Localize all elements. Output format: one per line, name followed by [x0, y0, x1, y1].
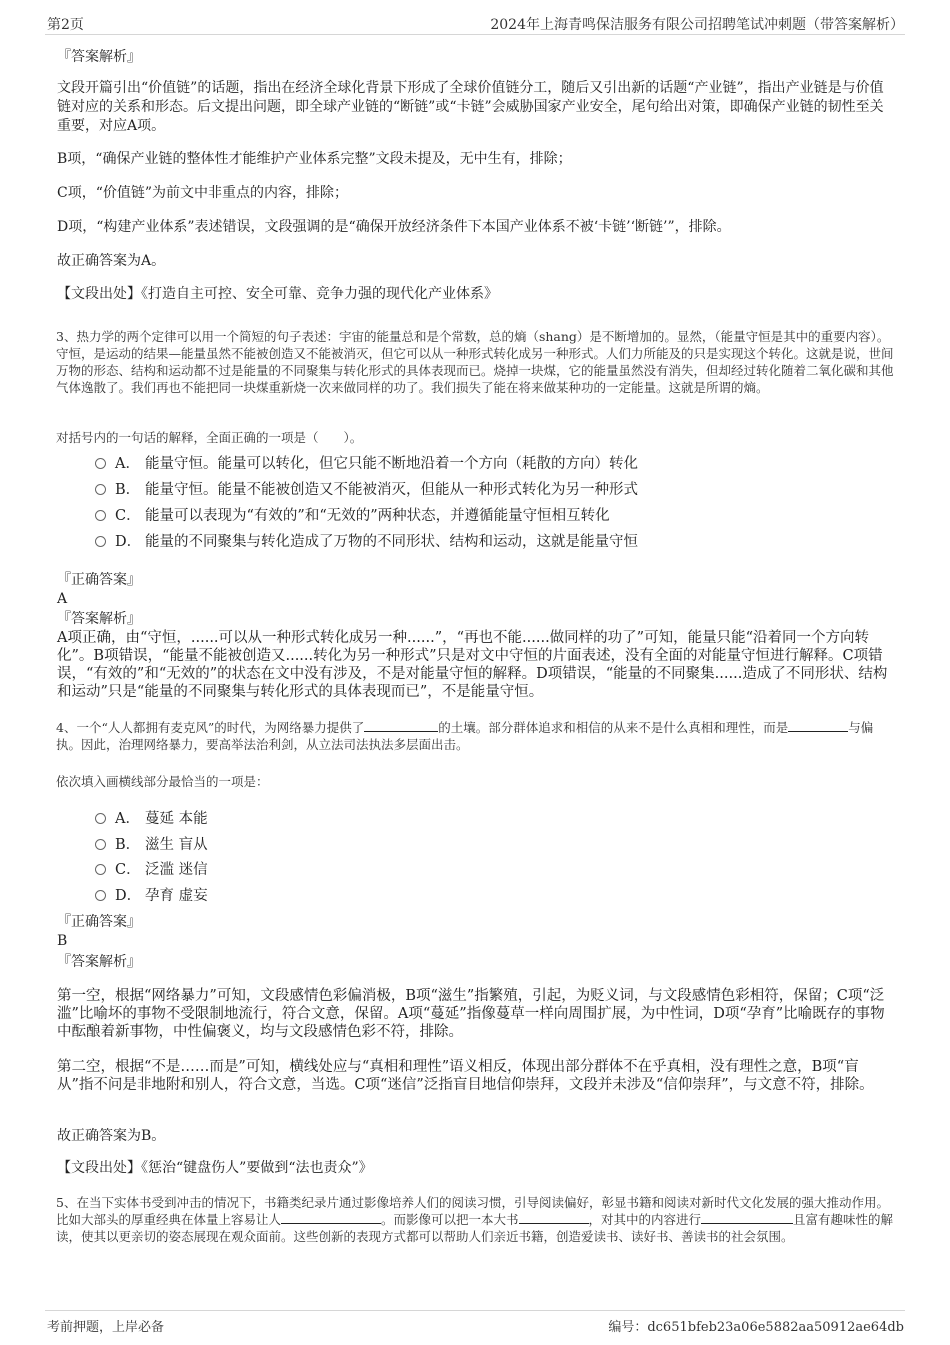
q4-answer-heading: 『正确答案』 — [57, 914, 141, 930]
fill-blank — [364, 719, 438, 732]
page-header — [0, 0, 950, 34]
q2-analysis-paragraph: B项，“确保产业链的整体性才能维护产业体系完整”文段未提及，无中生有，排除； — [57, 151, 572, 167]
q3-analysis: A项正确，由“守恒，......可以从一种形式转化成另一种......”，“再也不能......做同样的功了”可知，能量只能“沿着同一个方向转化”。B项错误，“能量不能被创造又......转化为另一种形式”只是对文中守恒的片面表述，没有全面的对能量守恒进行解释。C项错误，“有效的”和“无效的”的状态在文中没有涉及，不是对能量守恒的解释。D项错误，“能量的不同聚集......造成了不同形状、结构和运动”只是“能量的不同聚集与转化形式的具体表现而已”，不是能量守恒。 — [57, 630, 888, 700]
q3-analysis-heading: 『答案解析』 — [57, 611, 141, 627]
q3-option-c[interactable]: C． 能量可以表现为“有效的”和“无效的”两种状态，并遵循能量守恒相互转化 — [95, 504, 610, 525]
q3-prompt: 对括号内的一句话的解释，全面正确的一项是（ ）。 — [56, 430, 363, 445]
q4-analysis-heading: 『答案解析』 — [57, 954, 141, 970]
q4-conclusion: 故正确答案为B。 — [57, 1128, 166, 1144]
radio-icon[interactable] — [95, 864, 106, 875]
fill-blank — [519, 1211, 589, 1224]
radio-icon[interactable] — [95, 510, 106, 521]
q4-stem: 4、一个“人人都拥有麦克风”的时代，为网络暴力提供了 的土壤。部分群体追求和相信的从来不是什么真相和理性，而是 与偏执。因此，治理网络暴力，要高举法治利剑，从立法司法执法多层面出击。 — [56, 720, 874, 752]
fill-blank — [281, 1211, 381, 1224]
fill-blank — [788, 719, 848, 732]
q2-analysis-paragraph: 文段开篇引出“价值链”的话题，指出在经济全球化背景下形成了全球价值链分工，随后又引出新的话题“产业链”，指出产业链是与价值链对应的关系和形态。后文提出问题，即全球产业链的“断链”或“卡链”会威胁国家产业安全，尾句给出对策，即确保产业链的韧性至关重要，对应A项。 — [57, 80, 884, 134]
q4-option-c[interactable]: C． 泛滥 迷信 — [95, 858, 208, 879]
radio-icon[interactable] — [95, 458, 106, 469]
footer-divider — [45, 1310, 905, 1311]
header-divider — [45, 34, 905, 35]
q4-answer: B — [57, 933, 68, 949]
q4-option-d[interactable]: D． 孕育 虚妄 — [95, 884, 208, 905]
document-title: 2024年上海青鸣保洁服务有限公司招聘笔试冲刺题（带答案解析） — [490, 17, 904, 33]
q3-answer-heading: 『正确答案』 — [57, 572, 141, 588]
radio-icon[interactable] — [95, 536, 106, 547]
radio-icon[interactable] — [95, 890, 106, 901]
q4-prompt: 依次填入画横线部分最恰当的一项是： — [56, 774, 269, 789]
q2-conclusion: 故正确答案为A。 — [57, 253, 166, 269]
q2-source: 【文段出处】《打造自主可控、安全可靠、竞争力强的现代化产业体系》 — [57, 286, 498, 302]
q3-option-d[interactable]: D． 能量的不同聚集与转化造成了万物的不同形状、结构和运动，这就是能量守恒 — [95, 530, 638, 551]
q4-analysis-paragraph: 第二空，根据“不是……而是”可知，横线处应与“真相和理性”语义相反，体现出部分群体不在乎真相，没有理性之意，B项“盲从”指不问是非地附和别人，符合文意，当选。C项“迷信”泛指盲目地信仰崇拜，文段并未涉及“信仰崇拜”，与文意不符，排除。 — [57, 1059, 874, 1093]
q4-source: 【文段出处】《惩治“键盘伤人”要做到“法也责众”》 — [57, 1160, 373, 1176]
page-footer — [0, 1305, 950, 1345]
radio-icon[interactable] — [95, 839, 106, 850]
document-code: 编号：dc651bfeb23a06e5882aa50912ae64db — [608, 1320, 904, 1335]
q2-analysis-paragraph: C项，“价值链”为前文中非重点的内容，排除； — [57, 185, 349, 201]
q5-stem: 5、在当下实体书受到冲击的情况下，书籍类纪录片通过影像培养人们的阅读习惯，引导阅读偏好，彰显书籍和阅读对新时代文化发展的强大推动作用。比如大部头的厚重经典在体量上容易让人 。而影像可以把一本大书 ，对其中的内容进行 且富有趣味性的解读，使其以更亲切的姿态展现在观众面前。这些创新的表现方式都可以帮助人们亲近书籍，创造爱读书、读好书、善读书的社会氛围。 — [56, 1195, 894, 1244]
q4-option-a[interactable]: A． 蔓延 本能 — [95, 807, 208, 828]
radio-icon[interactable] — [95, 813, 106, 824]
q3-answer: A — [57, 591, 68, 607]
q3-stem: 3、热力学的两个定律可以用一个简短的句子表述：宇宙的能量总和是个常数，总的熵（shang）是不断增加的。显然，（能量守恒是其中的重要内容）。守恒，是运动的结果—能量虽然不能被创造又不能被消灭，但它可以从一种形式转化成另一种形式。人们力所能及的只是实现这个转化。这就是说，世间万物的形态、结构和运动都不过是能量的不同聚集与转化形式的具体表现而已。烧掉一块煤，它的能量虽然没有消失，但却经过转化随着二氧化碳和其他气体逸散了。我们再也不能把同一块煤重新烧一次来做同样的功了。我们损失了能在将来做某种功的一定能量。这就是所谓的熵。 — [56, 329, 894, 395]
radio-icon[interactable] — [95, 484, 106, 495]
q4-analysis-paragraph: 第一空，根据“网络暴力”可知，文段感情色彩偏消极，B项“滋生”指繁殖，引起，为贬义词，与文段感情色彩相符，保留；C项“泛滥”比喻坏的事物不受限制地流行，符合文意，保留。A项“蔓延”指像蔓草一样向周围扩展，为中性词，D项“孕育”比喻既存的事物中酝酿着新事物，中性偏褒义，均与文段感情色彩不符，排除。 — [57, 988, 885, 1040]
q4-option-b[interactable]: B． 滋生 盲从 — [95, 833, 208, 854]
q2-analysis-heading: 『答案解析』 — [57, 49, 141, 65]
q3-option-a[interactable]: A． 能量守恒。能量可以转化，但它只能不断地沿着一个方向（耗散的方向）转化 — [95, 452, 638, 473]
footer-slogan: 考前押题，上岸必备 — [47, 1320, 165, 1335]
fill-blank — [701, 1211, 793, 1224]
page-number: 第2页 — [47, 17, 84, 33]
q3-option-b[interactable]: B． 能量守恒。能量不能被创造又不能被消灭，但能从一种形式转化为另一种形式 — [95, 478, 638, 499]
q2-analysis-paragraph: D项，“构建产业体系”表述错误，文段强调的是“确保开放经济条件下本国产业体系不被‘卡链’‘断链’”，排除。 — [57, 219, 731, 235]
